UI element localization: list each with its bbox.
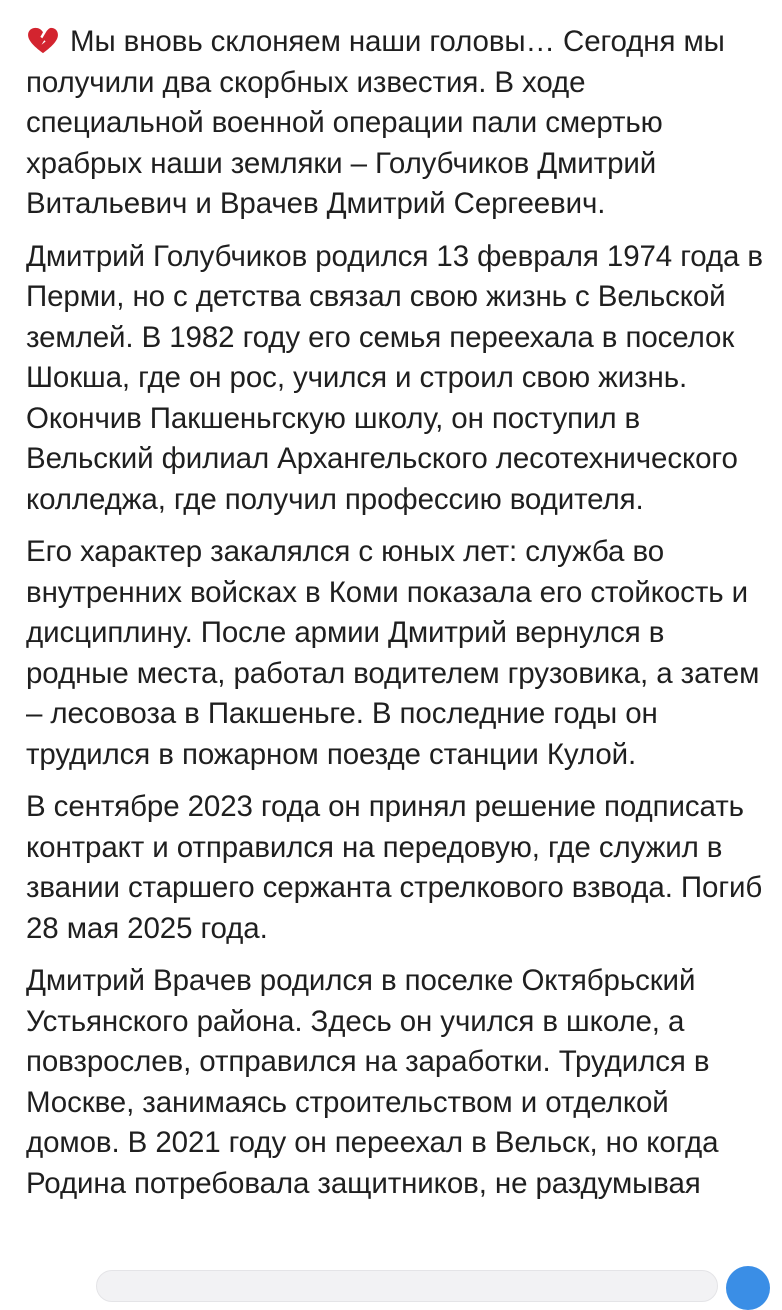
post-paragraph-3: Его характер закалялся с юных лет: служба во внутренних войсках в Коми показала его стойкость и дисциплину. После армии Дмитрий вернулся в родные места, работал водителем грузовика, а затем – лесовоза в Пакшеньге. В последние годы он трудился в пожарном поезде станции Кулой.	[26, 535, 760, 771]
post-paragraph-1	[26, 22, 766, 225]
post-paragraph-4: В сентябре 2023 года он принял решение подписать контракт и отправился на передовую, где служил в звании старшего сержанта стрелкового взвода. Погиб 28 мая 2025 года.	[26, 790, 763, 945]
post-paragraph-5: Дмитрий Врачев родился в поселке Октябрьский Устьянского района. Здесь он учился в школе, а повзрослев, отправился на заработки. Трудился в Москве, занимаясь строительством и отделкой домов. В 2021 году он переехал в Вельск, но когда Родина потребовала защитников, не раздумывая	[26, 964, 719, 1200]
post-text	[26, 22, 766, 1216]
broken-heart-icon	[26, 27, 60, 55]
action-button[interactable]	[726, 1266, 770, 1310]
post-paragraph-1-text: Мы вновь склоняем наши головы… Сегодня мы получили два скорбных известия. В ходе специальной военной операции пали смертью храбрых наши земляки – Голубчиков Дмитрий Витальевич и Врачев Дмитрий Сергеевич.	[26, 25, 725, 220]
post-paragraph-2: Дмитрий Голубчиков родился 13 февраля 1974 года в Перми, но с детства связал свою жизнь с Вельской землей. В 1982 году его семья переехала в поселок Шокша, где он рос, учился и строил свою жизнь. Окончив Пакшеньгскую школу, он поступил в Вельский филиал Архангельского лесотехнического колледжа, где получил профессию водителя.	[26, 239, 763, 516]
message-input-bar[interactable]	[96, 1270, 718, 1302]
